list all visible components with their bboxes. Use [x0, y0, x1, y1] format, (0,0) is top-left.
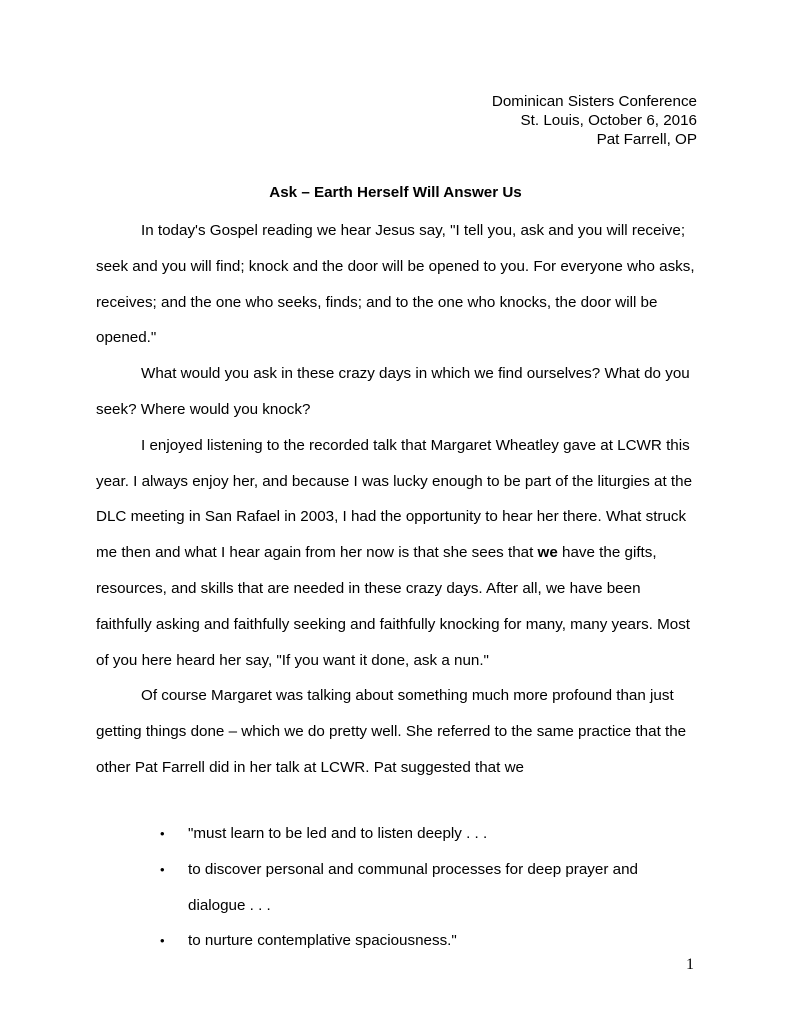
paragraph-3-start: I enjoyed listening to the recorded talk that Margaret Wheatley gave at LCWR this year. I always enjoy her, and because I was lucky enough to be part of the liturgies at the DLC meeting in San Rafael in 2003, I had the opportunity to hear her there. What struck me then and what I hear again from her now is that she sees that: [96, 436, 693, 562]
list-item: [96, 852, 698, 924]
paragraph-4: Of course Margaret was talking about something much more profound than just getting things done – which we do pretty well. She referred to the same practice that the other Pat Farrell did in her talk at LCWR. Pat suggested that we: [96, 687, 687, 776]
document-title: Ask – Earth Herself Will Answer Us: [269, 184, 522, 201]
paragraph-3: [96, 428, 698, 679]
bullet-list: [96, 816, 698, 959]
paragraph-2: What would you ask in these crazy days in which we find ourselves? What do you seek? Where would you knock?: [96, 365, 690, 418]
list-item: [96, 923, 698, 959]
list-item-text: "must learn to be led and to listen deeply . . .: [188, 825, 488, 842]
paragraph-3-end: have the gifts, resources, and skills that are needed in these crazy days. After all, we have been faithfully asking and faithfully seeking and faithfully knocking for many, many years. Most of you here heard her say, "If you want it done, ask a nun.": [96, 544, 691, 669]
bullet-icon: •: [160, 826, 165, 841]
paragraph-1: In today's Gospel reading we hear Jesus say, "I tell you, ask and you will receive; seek and you will find; knock and the door will be opened to you. For everyone who asks, receives; and the one who seeks, finds; and to the one who knocks, the door will be opened.": [96, 222, 695, 347]
page-number: 1: [686, 956, 694, 973]
header-location-date: St. Louis, October 6, 2016: [520, 112, 697, 129]
header-conference: Dominican Sisters Conference: [491, 93, 697, 110]
header-author: Pat Farrell, OP: [596, 131, 697, 148]
bullet-icon: •: [160, 861, 165, 877]
bullet-icon: •: [160, 933, 165, 949]
document-header: [492, 92, 697, 149]
list-item: [96, 816, 698, 852]
document-body: [96, 213, 698, 786]
paragraph-3-emphasis: we: [537, 544, 558, 562]
list-item-text: to discover personal and communal processes for deep prayer and dialogue . . .: [188, 860, 638, 914]
list-item-text: to nurture contemplative spaciousness.": [188, 932, 457, 950]
